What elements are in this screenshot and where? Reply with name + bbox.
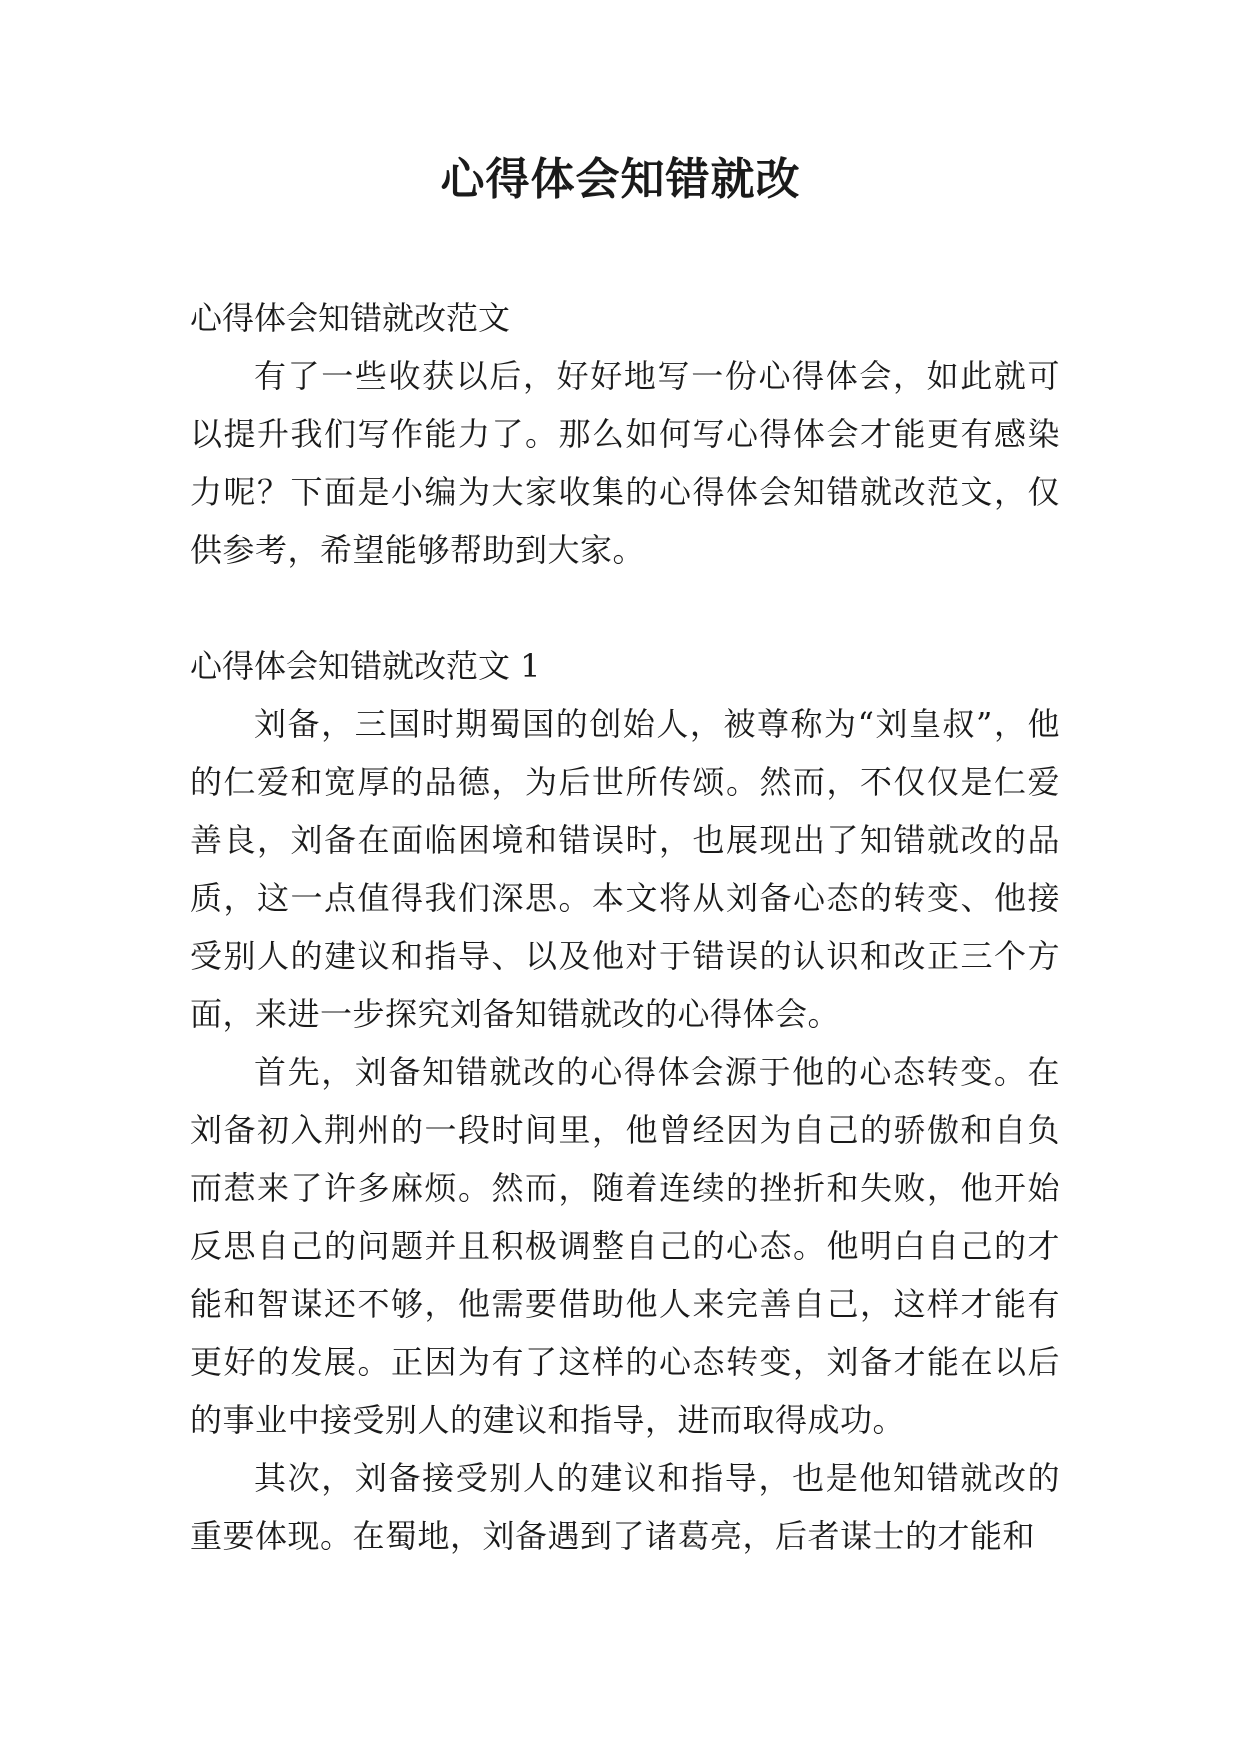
paragraph-gap bbox=[190, 579, 1060, 637]
body-paragraph-3: 其次，刘备接受别人的建议和指导，也是他知错就改的重要体现。在蜀地，刘备遇到了诸葛亮，后者谋士的才能和 bbox=[190, 1459, 1060, 1555]
intro-paragraph: 有了一些收获以后，好好地写一份心得体会，如此就可以提升我们写作能力了。那么如何写心得体会才能更有感染力呢？下面是小编为大家收集的心得体会知错就改范文，仅供参考，希望能够帮助到大家。 bbox=[190, 357, 1060, 569]
body-paragraph-1: 刘备，三国时期蜀国的创始人，被尊称为“刘皇叔”，他的仁爱和宽厚的品德，为后世所传颂。然而，不仅仅是仁爱善良，刘备在面临困境和错误时，也展现出了知错就改的品质，这一点值得我们深思。本文将从刘备心态的转变、他接受别人的建议和指导、以及他对于错误的认识和改正三个方面，来进一步探究刘备知错就改的心得体会。 bbox=[190, 705, 1060, 1033]
section-heading: 心得体会知错就改范文 1 bbox=[190, 647, 541, 685]
document-body bbox=[190, 289, 1060, 1565]
document-title: 心得体会知错就改 bbox=[440, 154, 801, 205]
subtitle-heading: 心得体会知错就改范文 bbox=[190, 299, 511, 337]
body-paragraph-2: 首先，刘备知错就改的心得体会源于他的心态转变。在刘备初入荆州的一段时间里，他曾经因为自己的骄傲和自负而惹来了许多麻烦。然而，随着连续的挫折和失败，他开始反思自己的问题并且积极调整自己的心态。他明白自己的才能和智谋还不够，他需要借助他人来完善自己，这样才能有更好的发展。正因为有了这样的心态转变，刘备才能在以后的事业中接受别人的建议和指导，进而取得成功。 bbox=[190, 1053, 1060, 1439]
